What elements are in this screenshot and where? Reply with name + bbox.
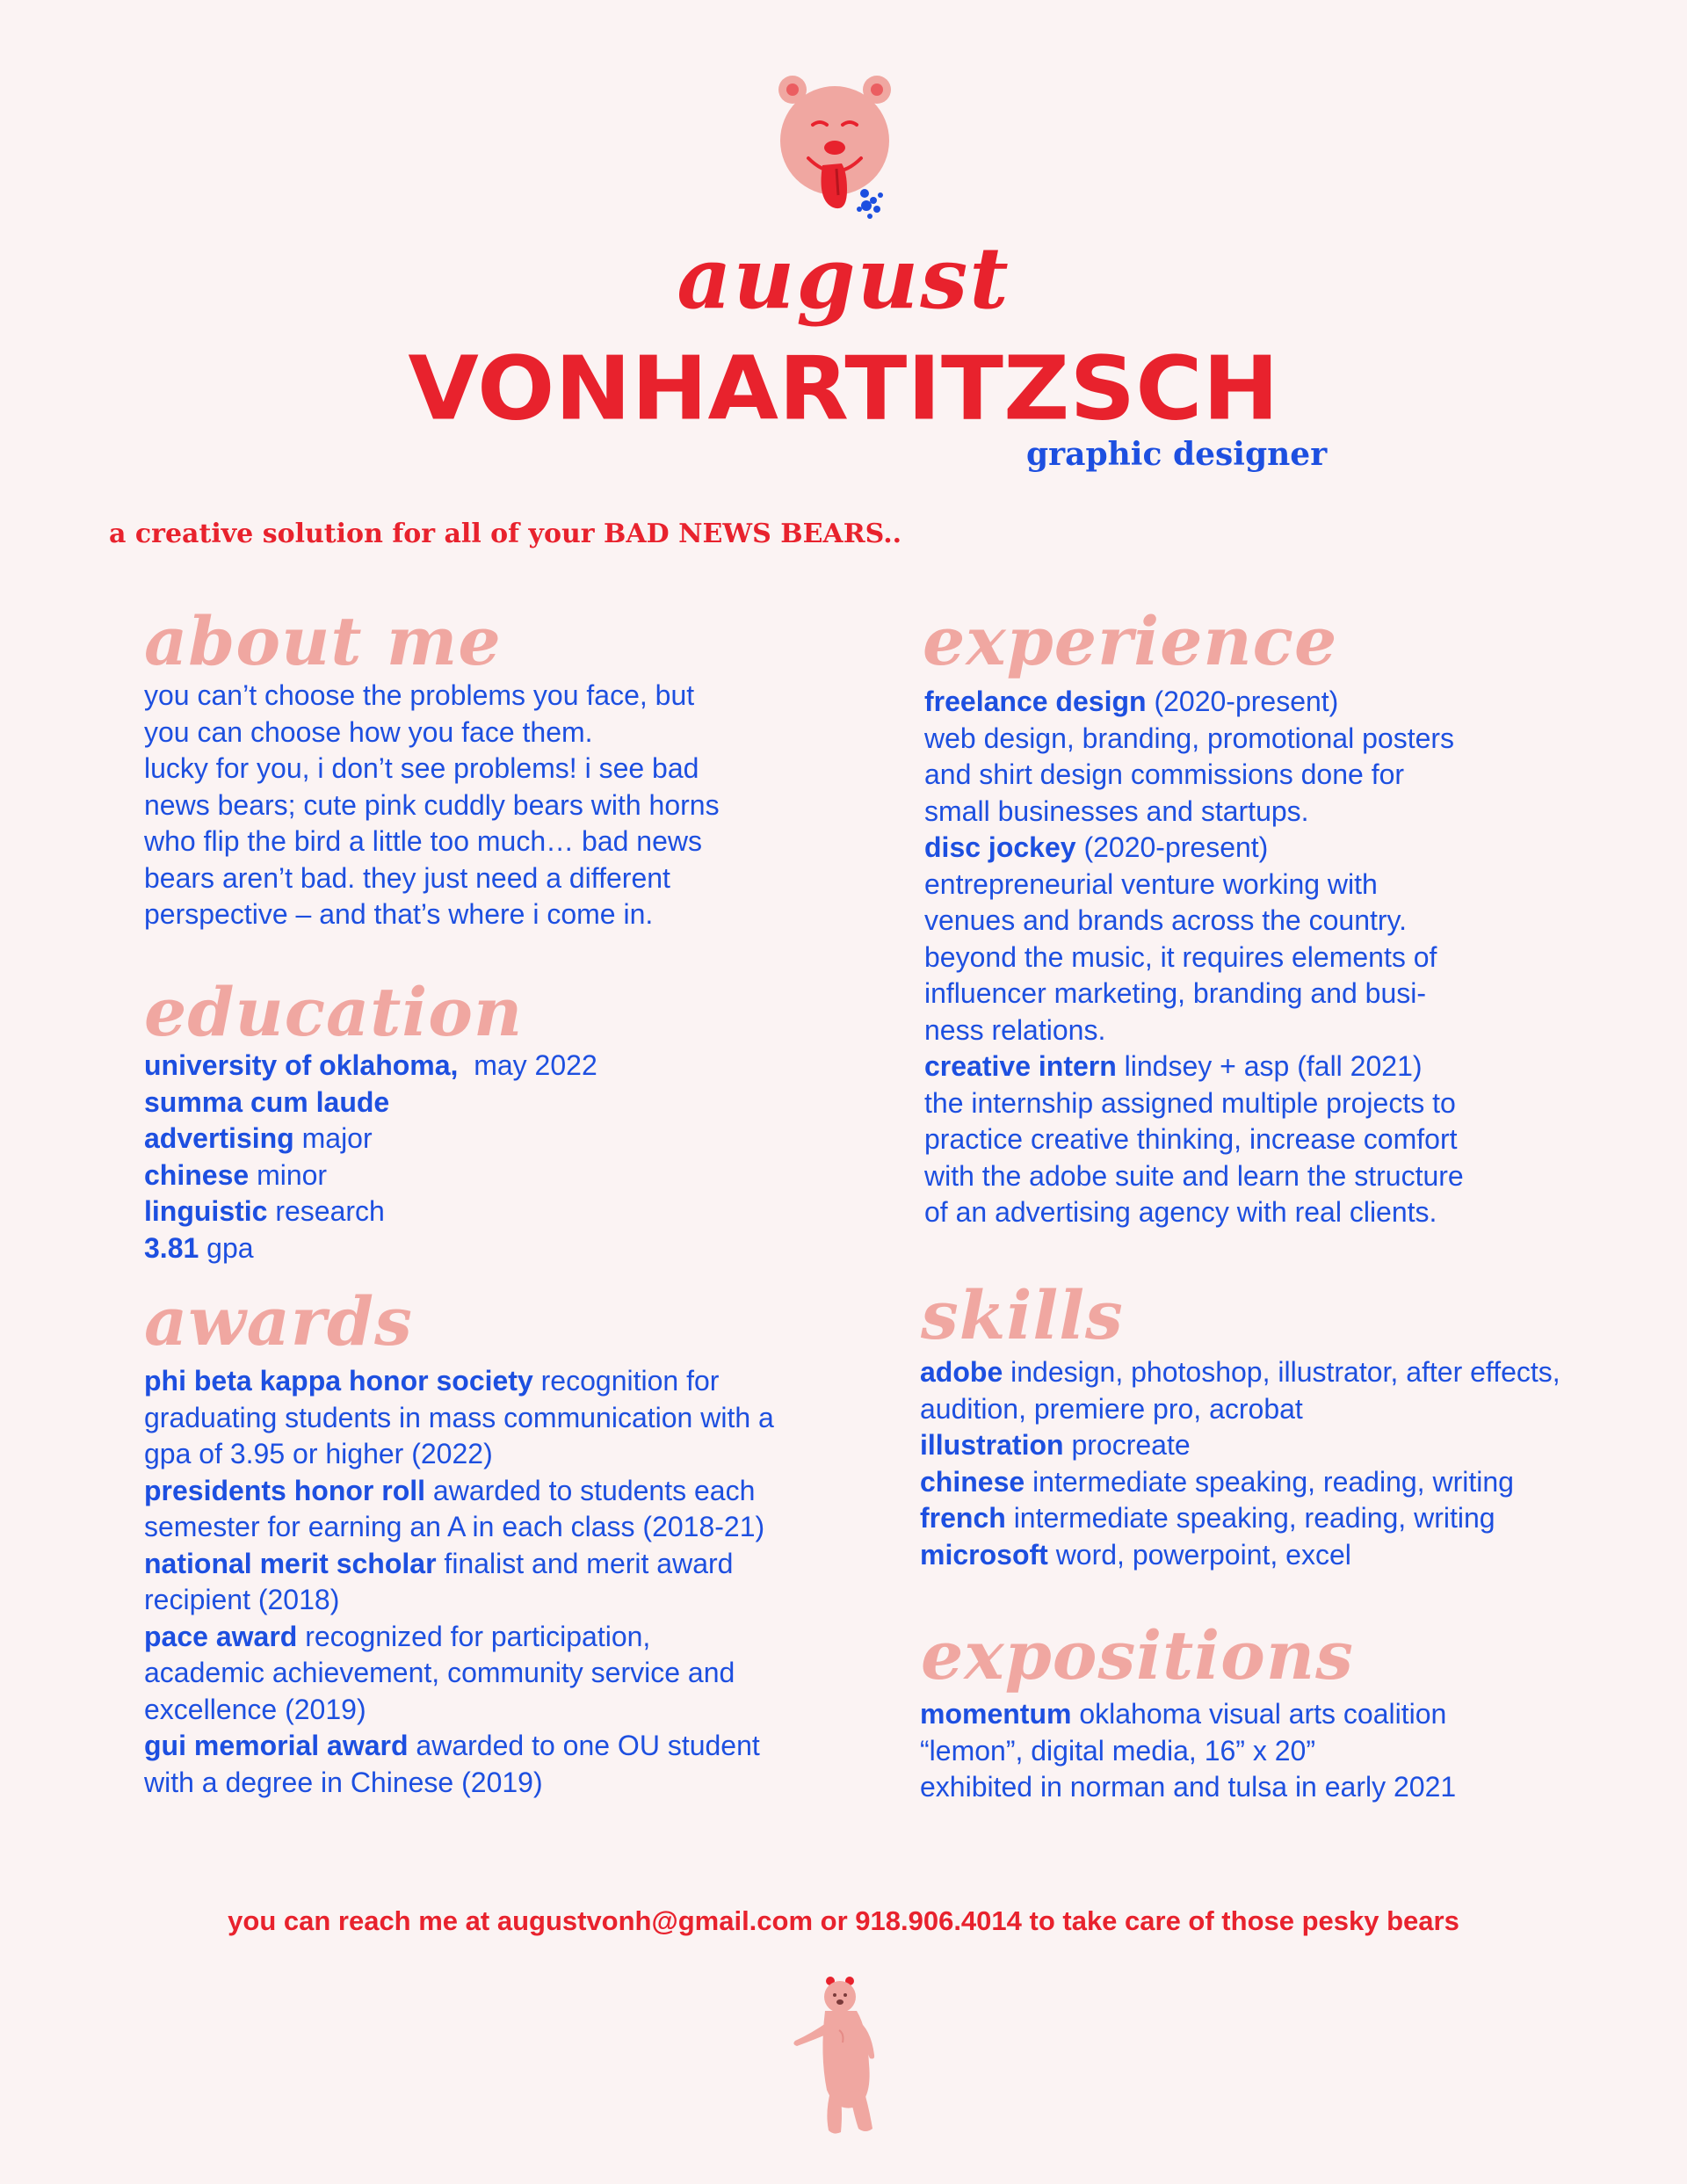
experience-detail: with the adobe suite and learn the structure: [924, 1159, 1464, 1192]
experience-detail: and shirt design commissions done for: [924, 758, 1405, 790]
skill-detail: word, powerpoint, excel: [1047, 1538, 1351, 1571]
education-item-detail: major: [293, 1122, 373, 1154]
experience-detail: (2020-present): [1075, 831, 1269, 863]
education-item-detail: gpa: [199, 1231, 254, 1264]
award-detail: academic achievement, community service and: [144, 1657, 735, 1688]
exposition-detail: oklahoma visual arts coalition: [1071, 1698, 1447, 1730]
skills-line: [920, 1427, 1658, 1464]
skills-line: [920, 1537, 1658, 1574]
skill-title: chinese: [920, 1465, 1025, 1498]
experience-detail: ness relations.: [924, 1013, 1106, 1046]
award-title: gui memorial award: [144, 1730, 409, 1761]
experience-line: [924, 1121, 1627, 1158]
awards-line: [144, 1692, 838, 1729]
education-item: [144, 1194, 777, 1230]
education-item-title: linguistic: [144, 1195, 268, 1227]
experience-line: [924, 1194, 1627, 1231]
experience-line: [924, 867, 1627, 903]
education-list: [144, 1048, 777, 1266]
about-line: you can choose how you face them.: [144, 715, 593, 748]
award-detail: awarded to students each: [425, 1474, 756, 1506]
expositions-line: [920, 1696, 1658, 1733]
award-detail: excellence (2019): [144, 1693, 366, 1725]
experience-line: [924, 976, 1627, 1012]
education-item-detail: minor: [249, 1158, 328, 1191]
education-item-title: summa cum laude: [144, 1085, 390, 1118]
experience-detail: venues and brands across the country.: [924, 904, 1408, 936]
education-item: [144, 1048, 777, 1085]
education-item-detail: research: [267, 1195, 385, 1227]
about-line: perspective – and that’s where i come in.: [144, 898, 654, 930]
experience-line: [924, 721, 1627, 758]
skills-heading: skills: [921, 1276, 1124, 1354]
tagline: a creative solution for all of your BAD NEWS BEARS..: [109, 519, 902, 549]
job-title: graphic designer: [1026, 436, 1328, 473]
education-item-title: advertising: [144, 1122, 294, 1154]
awards-list: [144, 1363, 838, 1801]
award-detail: awarded to one OU student: [408, 1730, 760, 1761]
exposition-detail: exhibited in norman and tulsa in early 2021: [920, 1771, 1457, 1803]
expositions-list: [920, 1696, 1658, 1806]
awards-line: [144, 1363, 838, 1400]
about-line: lucky for you, i don’t see problems! i see bad: [144, 752, 699, 784]
award-title: national merit scholar: [144, 1547, 437, 1579]
experience-title: freelance design: [924, 686, 1147, 717]
last-name: VONHARTITZSCH: [408, 337, 1279, 440]
experience-detail: beyond the music, it requires elements of: [924, 940, 1437, 973]
skill-detail: procreate: [1063, 1429, 1191, 1461]
skill-title: microsoft: [920, 1538, 1048, 1571]
about-body: [144, 678, 777, 933]
award-detail: graduating students in mass communication with a: [144, 1401, 774, 1433]
awards-line: [144, 1582, 838, 1619]
awards-line: [144, 1655, 838, 1692]
awards-line: [144, 1400, 838, 1437]
experience-line: [924, 1158, 1627, 1195]
experience-detail: of an advertising agency with real clients.: [924, 1196, 1437, 1228]
experience-detail: web design, branding, promotional posters: [924, 722, 1455, 754]
skills-line: [920, 1354, 1658, 1391]
experience-detail: (2020-present): [1146, 686, 1339, 717]
awards-line: [144, 1765, 838, 1802]
education-item: [144, 1121, 777, 1157]
experience-title: creative intern: [924, 1050, 1117, 1082]
skills-line: [920, 1500, 1658, 1537]
skill-title: french: [920, 1502, 1006, 1534]
awards-line: [144, 1546, 838, 1583]
education-item-title: university of oklahoma,: [144, 1049, 459, 1081]
experience-line: [924, 1012, 1627, 1049]
skill-detail: indesign, photoshop, illustrator, after effects,: [1003, 1356, 1560, 1388]
award-title: pace award: [144, 1620, 298, 1652]
experience-line: [924, 940, 1627, 976]
award-detail: semester for earning an A in each class (2018-21): [144, 1511, 765, 1542]
experience-detail: entrepreneurial venture working with: [924, 867, 1378, 900]
about-heading: about me: [144, 602, 502, 680]
awards-line: [144, 1436, 838, 1473]
experience-detail: small businesses and startups.: [924, 795, 1309, 827]
skill-title: illustration: [920, 1429, 1064, 1461]
skills-line: [920, 1391, 1658, 1428]
about-line: you can’t choose the problems you face, but: [144, 679, 695, 711]
experience-detail: the internship assigned multiple projects to: [924, 1086, 1456, 1119]
experience-detail: practice creative thinking, increase comfort: [924, 1123, 1458, 1155]
award-detail: gpa of 3.95 or higher (2022): [144, 1438, 493, 1469]
award-detail: with a degree in Chinese (2019): [144, 1766, 543, 1798]
exposition-title: momentum: [920, 1698, 1072, 1730]
award-detail: recognized for participation,: [297, 1620, 651, 1652]
experience-line: [924, 830, 1627, 867]
education-item: [144, 1085, 777, 1121]
experience-line: [924, 1085, 1627, 1122]
education-item: [144, 1157, 777, 1194]
experience-title: disc jockey: [924, 831, 1076, 863]
skill-detail: intermediate speaking, reading, writing: [1005, 1502, 1495, 1534]
skills-line: [920, 1464, 1658, 1501]
experience-line: [924, 794, 1627, 831]
education-heading: education: [144, 973, 524, 1051]
skill-detail: audition, premiere pro, acrobat: [920, 1392, 1303, 1425]
skill-title: adobe: [920, 1356, 1003, 1388]
about-line: who flip the bird a little too much… bad news: [144, 825, 702, 857]
exposition-detail: “lemon”, digital media, 16” x 20”: [920, 1734, 1315, 1767]
skills-list: [920, 1354, 1658, 1573]
expositions-line: [920, 1733, 1658, 1770]
experience-line: [924, 757, 1627, 794]
experience-line: [924, 1048, 1627, 1085]
contact-line: you can reach me at augustvonh@gmail.com or 918.906.4014 to take care of those pesky bears: [228, 1905, 1459, 1936]
award-title: presidents honor roll: [144, 1474, 426, 1506]
standing-bear-icon: [786, 1969, 901, 2144]
education-item-title: 3.81: [144, 1231, 199, 1264]
award-title: phi beta kappa honor society: [144, 1365, 533, 1397]
experience-detail: lindsey + asp (fall 2021): [1116, 1050, 1423, 1082]
experience-heading: experience: [923, 602, 1338, 680]
bear-head-tongue-icon: [773, 70, 896, 224]
award-detail: recognition for: [532, 1365, 720, 1397]
awards-line: [144, 1473, 838, 1510]
awards-line: [144, 1728, 838, 1765]
education-item-detail: may 2022: [458, 1049, 597, 1081]
expositions-heading: expositions: [921, 1616, 1354, 1694]
experience-line: [924, 903, 1627, 940]
award-detail: finalist and merit award: [436, 1547, 734, 1579]
awards-line: [144, 1619, 838, 1656]
first-name: august: [677, 229, 1010, 328]
experience-list: [924, 684, 1627, 1231]
experience-detail: influencer marketing, branding and busi-: [924, 977, 1426, 1009]
education-item: [144, 1230, 777, 1267]
awards-heading: awards: [144, 1282, 413, 1360]
about-line: news bears; cute pink cuddly bears with horns: [144, 788, 720, 821]
about-line: bears aren’t bad. they just need a different: [144, 861, 670, 894]
skill-detail: intermediate speaking, reading, writing: [1025, 1465, 1514, 1498]
education-item-title: chinese: [144, 1158, 250, 1191]
awards-line: [144, 1509, 838, 1546]
expositions-line: [920, 1769, 1658, 1806]
award-detail: recipient (2018): [144, 1584, 340, 1615]
experience-line: [924, 684, 1627, 721]
